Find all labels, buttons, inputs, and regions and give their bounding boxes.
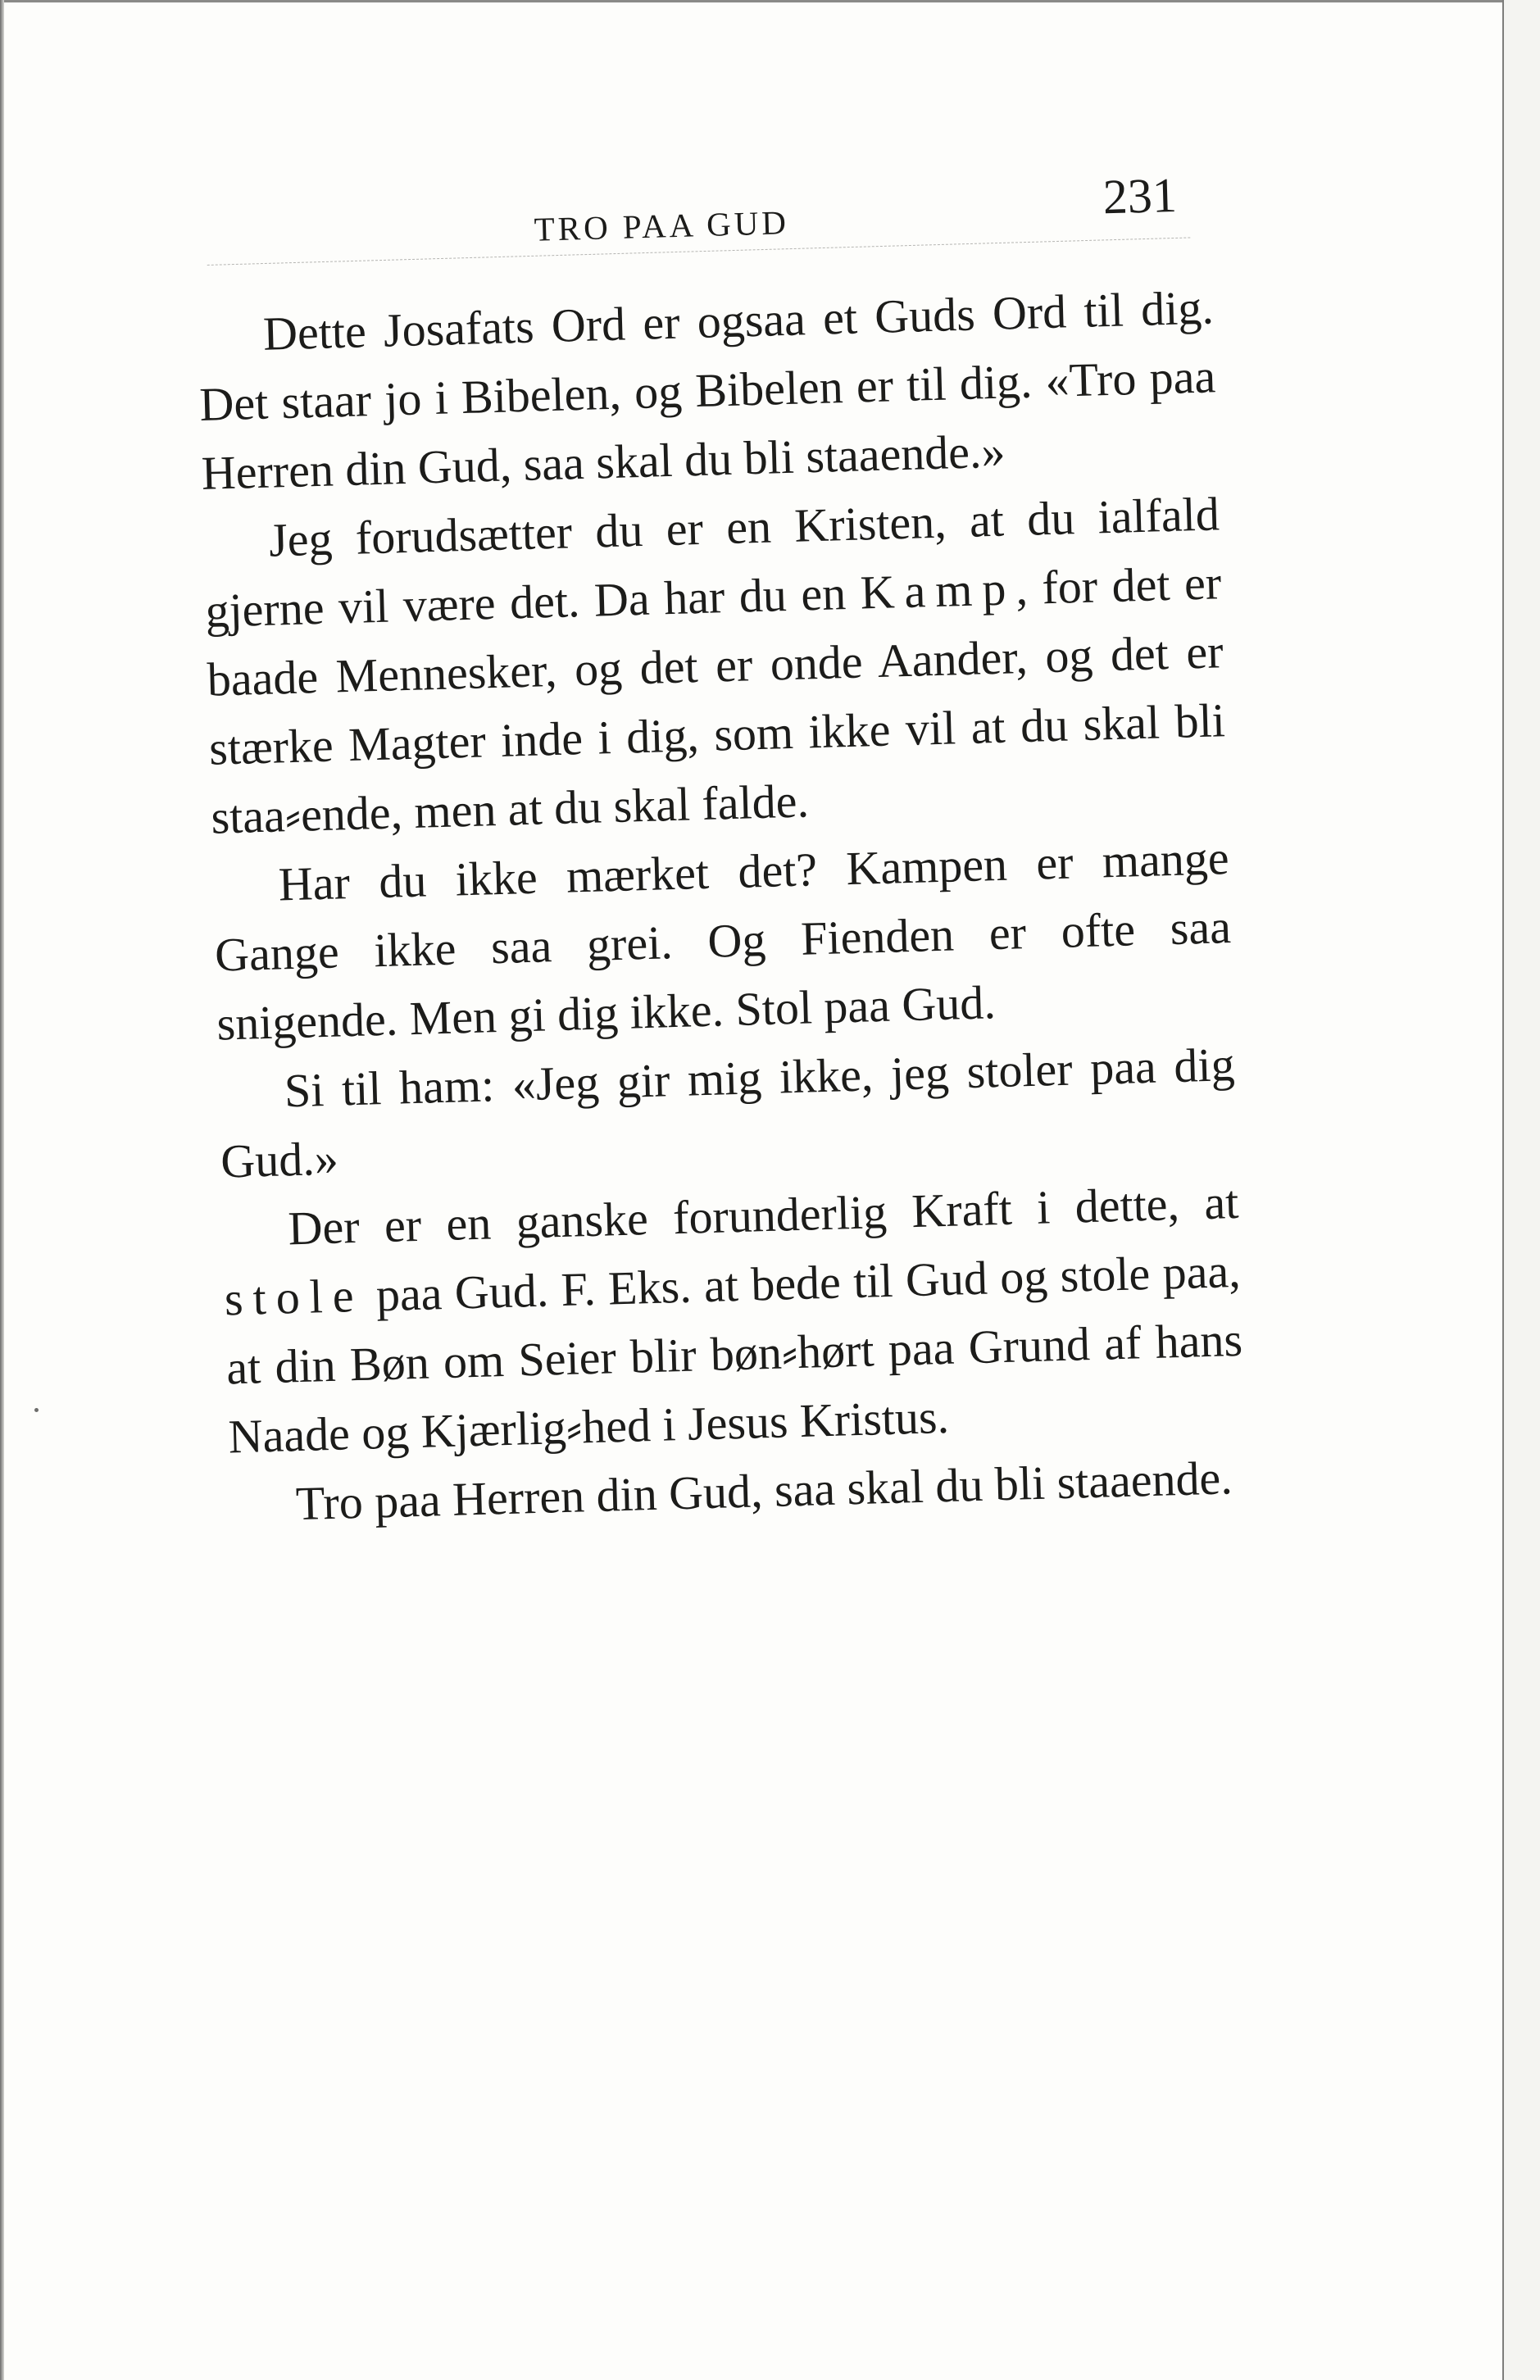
scan-speck <box>34 1408 39 1412</box>
emphasis-stole: stole <box>224 1268 365 1326</box>
scan-right-margin <box>1504 0 1540 2380</box>
paragraph-2-start: Jeg forudsætter du er en Kristen, at du ialfald gjerne vil være det. Da har du en <box>204 487 1220 638</box>
paragraph-5 <box>221 1168 1245 1471</box>
paragraph-6: Tro paa Herren din Gud, saa skal du bli staaende. <box>295 1451 1233 1531</box>
running-title: TRO PAA GUD <box>534 203 790 248</box>
scan-left-edge <box>0 0 4 2380</box>
paragraph-2 <box>202 479 1228 852</box>
body-text <box>197 273 1247 1540</box>
paragraph-5-start: Der er en ganske forunderlig Kraft i dette, at <box>287 1174 1240 1256</box>
paragraph-3: Har du ikke mærket det? Kampen er mange Gange ikke saa grei. Og Fienden er ofte saa snigende. Men gi dig ikke. Stol paa Gud. <box>214 831 1232 1051</box>
scan-right-edge <box>1502 0 1504 2380</box>
scan-top-edge <box>0 0 1540 2</box>
paragraph-2-end: , for det er baade Mennesker, og det er onde Aander, og det er stærke Magter inde i dig, som ikke vil at du skal bli staa⸗ende, men at du skal falde. <box>206 556 1226 844</box>
emphasis-kamp: Kamp <box>859 561 1017 620</box>
paragraph-4: Si til ham: «Jeg gir mig ikke, jeg stoler paa dig Gud.» <box>220 1038 1236 1188</box>
paragraph-1: Dette Josafats Ord er ogsaa et Guds Ord til dig. Det staar jo i Bibelen, og Bibelen er til dig. «Tro paa Herren din Gud, saa skal du bli staaende.» <box>198 280 1216 500</box>
page-header <box>205 157 1198 266</box>
paragraph-5-end: paa Gud. F. Eks. at bede til Gud og stole paa, at din Bøn om Seier blir bøn⸗hørt paa Grund af hans Naade og Kjærlig⸗hed i Jesus Kristus. <box>225 1243 1243 1464</box>
page-number: 231 <box>1102 167 1178 225</box>
